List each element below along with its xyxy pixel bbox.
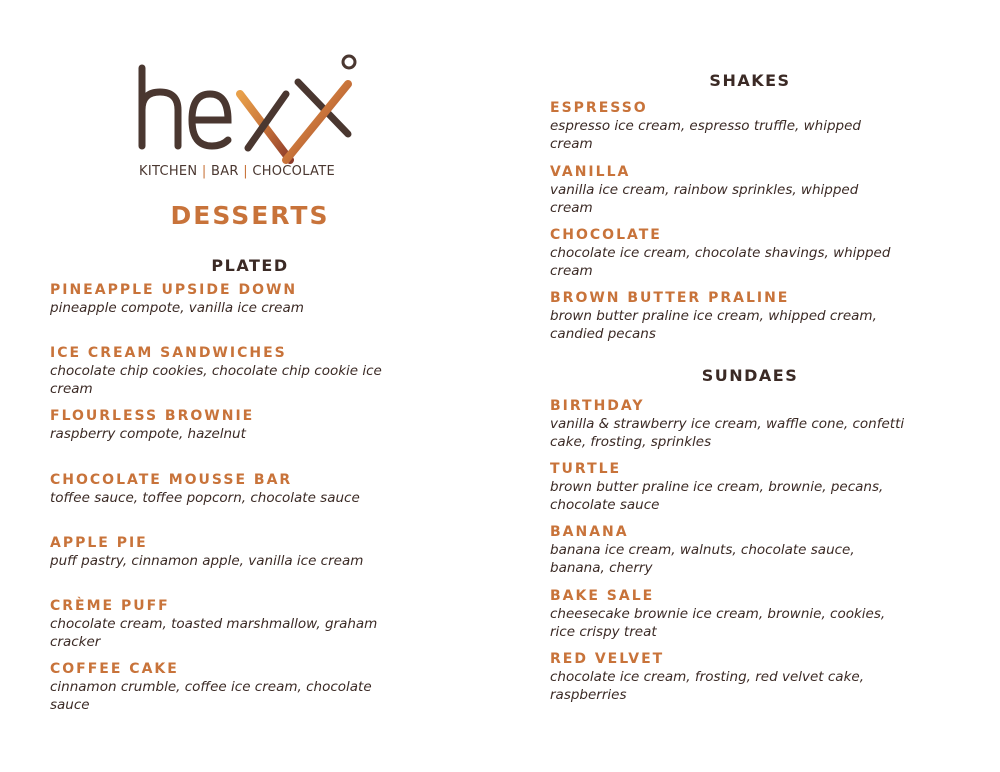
menu-item (550, 163, 905, 217)
item-description: brown butter praline ice cream, brownie, pecans, chocolate sauce (550, 479, 884, 513)
item-description: vanilla & strawberry ice cream, waffle cone, confetti cake, frosting, sprinkles (550, 416, 905, 450)
menu-item (50, 471, 410, 507)
item-name: APPLE PIE (50, 535, 148, 551)
item-description: espresso ice cream, espresso truffle, whipped cream (550, 118, 861, 152)
item-name: CRÈME PUFF (50, 598, 170, 614)
item-description: toffee sauce, toffee popcorn, chocolate sauce (50, 490, 360, 506)
item-description: chocolate ice cream, chocolate shavings, whipped cream (550, 245, 891, 279)
logo-mark (136, 48, 362, 168)
item-description: banana ice cream, walnuts, chocolate sauce, banana, cherry (550, 542, 855, 576)
item-name: PINEAPPLE UPSIDE DOWN (50, 282, 298, 298)
item-name: CHOCOLATE MOUSSE BAR (50, 472, 293, 488)
menu-item (550, 587, 905, 641)
tagline-separator: | (243, 164, 248, 179)
item-description: vanilla ice cream, rainbow sprinkles, whipped cream (550, 182, 859, 216)
item-description: cheesecake brownie ice cream, brownie, cookies, rice crispy treat (550, 606, 886, 640)
item-name: ESPRESSO (550, 100, 648, 116)
item-name: COFFEE CAKE (50, 661, 179, 677)
item-name: RED VELVET (550, 651, 665, 667)
menu-item (550, 226, 905, 280)
logo-tagline (139, 164, 335, 179)
item-description: chocolate ice cream, frosting, red velvet cake, raspberries (550, 669, 864, 703)
item-name: BANANA (550, 524, 629, 540)
menu-item (550, 523, 905, 577)
item-description: pineapple compote, vanilla ice cream (50, 300, 304, 316)
menu-item (550, 99, 905, 153)
item-description: chocolate chip cookies, chocolate chip cookie ice cream (50, 363, 382, 397)
item-name: BROWN BUTTER PRALINE (550, 290, 790, 306)
tagline-kitchen: KITCHEN (139, 164, 198, 179)
tagline-chocolate: CHOCOLATE (252, 164, 335, 179)
menu-item (50, 344, 410, 398)
menu-item (50, 597, 410, 651)
section-heading-plated: PLATED (211, 256, 289, 275)
item-description: puff pastry, cinnamon apple, vanilla ice cream (50, 553, 364, 569)
item-description: chocolate cream, toasted marshmallow, graham cracker (50, 616, 378, 650)
tagline-bar: BAR (211, 164, 239, 179)
item-description: cinnamon crumble, coffee ice cream, chocolate sauce (50, 679, 372, 713)
menu-item (50, 660, 410, 714)
item-name: ICE CREAM SANDWICHES (50, 345, 287, 361)
menu-item (550, 289, 905, 343)
item-name: FLOURLESS BROWNIE (50, 408, 255, 424)
menu-item (50, 534, 410, 570)
item-description: brown butter praline ice cream, whipped cream, candied pecans (550, 308, 877, 342)
section-heading-sundaes: SUNDAES (701, 366, 799, 385)
item-description: raspberry compote, hazelnut (50, 426, 246, 442)
item-name: TURTLE (550, 461, 622, 477)
item-name: BIRTHDAY (550, 398, 645, 414)
item-name: CHOCOLATE (550, 227, 662, 243)
menu-item (550, 397, 905, 451)
menu-item (50, 407, 410, 443)
menu-item (550, 650, 905, 704)
item-name: VANILLA (550, 164, 631, 180)
tagline-separator: | (201, 164, 207, 179)
section-heading-shakes: SHAKES (709, 71, 791, 90)
menu-item (550, 460, 905, 514)
page-title: DESSERTS (170, 201, 330, 230)
menu-item (50, 281, 410, 317)
item-name: BAKE SALE (550, 588, 655, 604)
